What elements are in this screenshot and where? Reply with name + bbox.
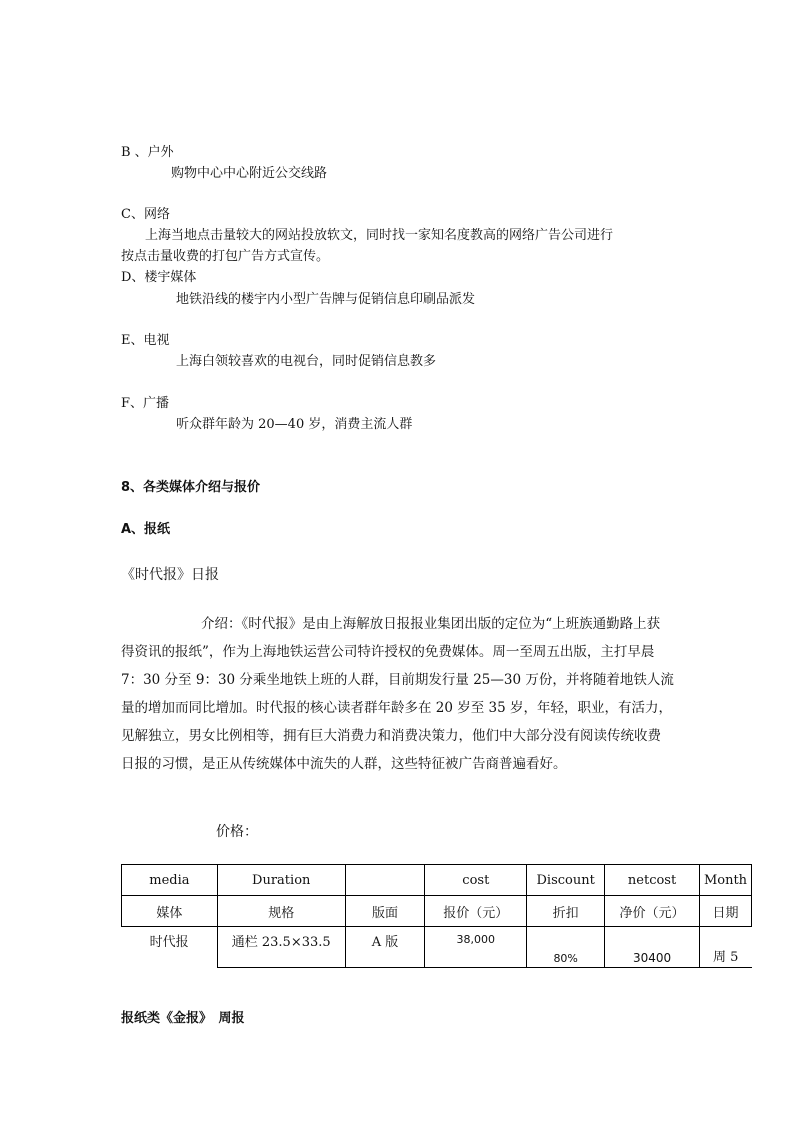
jinbao-title: 报纸类《金报》 周报 — [121, 1011, 245, 1026]
table-header-en-row — [122, 865, 752, 896]
section-b-text: 购物中心中心附近公交线路 — [171, 166, 328, 181]
shidai-title: 《时代报》日报 — [121, 567, 219, 583]
cell-price: 38,000 — [425, 927, 527, 968]
section-c-label: C、网络 — [121, 207, 170, 222]
header-discount: Discount — [527, 865, 605, 896]
cell-spec: 通栏 23.5×33.5 — [217, 927, 345, 968]
header-duration: Duration — [217, 865, 345, 896]
price-label: 价格： — [216, 824, 258, 840]
header-empty — [345, 865, 425, 896]
section-c-line2: 按点击量收费的打包广告方式宣传。 — [121, 249, 330, 264]
section-f-text: 听众群年龄为 20—40 岁，消费主流人群 — [176, 417, 413, 432]
header-netcost: netcost — [605, 865, 700, 896]
header-cn-spec: 规格 — [217, 896, 345, 927]
cell-media: 时代报 — [122, 927, 218, 968]
section-e-label: E、电视 — [121, 333, 170, 348]
price-table — [121, 864, 752, 968]
section-b-label: B 、户外 — [121, 145, 174, 160]
newspaper-title: A、报纸 — [121, 522, 171, 537]
cell-layout: A 版 — [345, 927, 425, 968]
header-cn-net: 净价（元） — [605, 896, 700, 927]
header-month: Month — [699, 865, 751, 896]
header-cn-date: 日期 — [699, 896, 751, 927]
cell-discount: 80% — [527, 927, 605, 968]
intro-line: 见解独立，男女比例相等，拥有巨大消费力和消费决策力，他们中大部分没有阅读传统收费 — [121, 728, 661, 744]
header-cn-price: 报价（元） — [425, 896, 527, 927]
header-cn-discount: 折扣 — [527, 896, 605, 927]
section-d-label: D、楼宇媒体 — [121, 270, 197, 285]
intro-line: 日报的习惯，是正从传统媒体中流失的人群，这些特征被广告商普遍看好。 — [121, 756, 567, 772]
section-c-line1: 上海当地点击量较大的网站投放软文，同时找一家知名度教高的网络广告公司进行 — [145, 228, 614, 243]
intro-line: 得资讯的报纸”，作为上海地铁运营公司特许授权的免费媒体。周一至周五出版，主打早晨 — [121, 644, 655, 660]
section-e-text: 上海白领较喜欢的电视台，同时促销信息教多 — [176, 354, 437, 369]
intro-line: 7：30 分至 9：30 分乘坐地铁上班的人群，目前期发行量 25—30 万份，并将随着地铁人流 — [121, 672, 674, 688]
table-header-cn-row — [122, 896, 752, 927]
cell-date: 周 5 — [699, 927, 751, 968]
intro-line: 量的增加而同比增加。时代报的核心读者群年龄多在 20 岁至 35 岁，年轻，职业，有活力， — [121, 700, 673, 716]
section-8-title: 8、各类媒体介绍与报价 — [121, 480, 261, 495]
intro-line: 介绍：《时代报》是由上海解放日报报业集团出版的定位为“上班族通勤路上获 — [201, 616, 661, 632]
header-cn-media: 媒体 — [122, 896, 218, 927]
shidai-intro — [121, 610, 761, 778]
header-media: media — [122, 865, 218, 896]
header-cn-layout: 版面 — [345, 896, 425, 927]
table-row — [122, 927, 752, 968]
section-d-text: 地铁沿线的楼宇内小型广告牌与促销信息印刷品派发 — [176, 292, 476, 307]
cell-net: 30400 — [605, 927, 700, 968]
header-cost: cost — [425, 865, 527, 896]
section-f-label: F、广播 — [121, 396, 170, 411]
